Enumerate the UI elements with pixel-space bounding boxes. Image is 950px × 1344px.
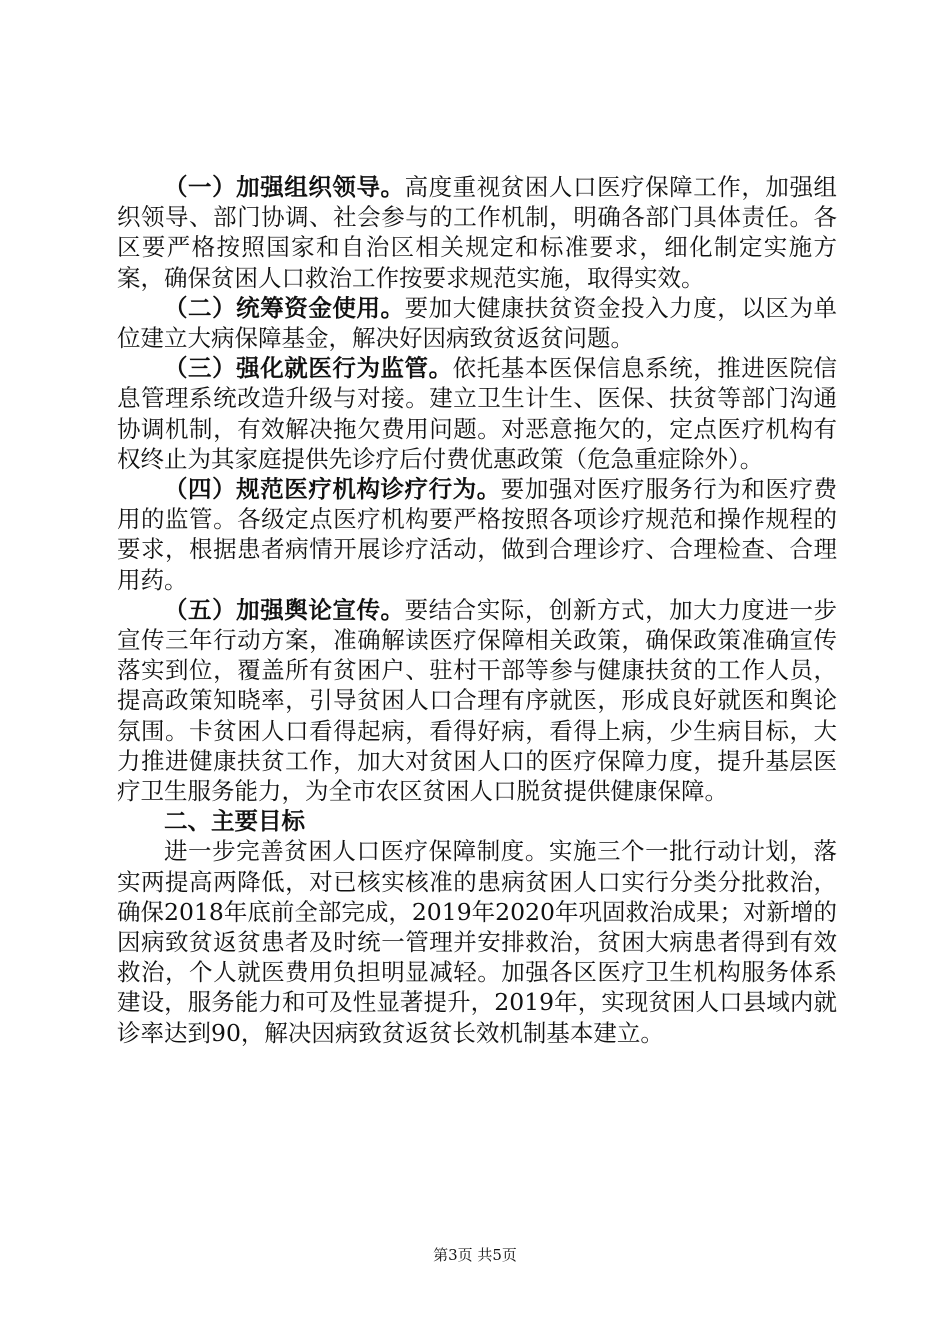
goal-paragraph: 进一步完善贫困人口医疗保障制度。实施三个一批行动计划，落实两提高两降低，对已核实核准的患病贫困人口实行分类分批救治，确保2018年底前全部完成，2019年2020年巩固救治成果；对新增的因病致贫返贫患者及时统一管理并安排救治，贫困大病患者得到有效救治，个人就医费用负担明显减轻。加强各区医疗卫生机构服务体系建设，服务能力和可及性显著提升，2019年，实现贫困人口县域内就诊率达到90，解决因病致贫返贫长效机制基本建立。: [117, 837, 837, 1047]
section-body-2: 要加大健康扶贫资金投入力度，以区为单位建立大病保障基金，解决好因病致贫返贫问题。: [117, 293, 838, 353]
section-paragraph-5: [117, 595, 837, 806]
section-paragraph-1: [117, 172, 837, 293]
section-lead-3: （三）强化就医行为监管。: [164, 354, 453, 383]
section-lead-4: （四）规范医疗机构诊疗行为。: [164, 475, 501, 504]
section-paragraph-3: [117, 353, 837, 474]
section-paragraph-4: [117, 474, 837, 595]
document-body: [117, 172, 837, 1048]
section-lead-2: （二）统筹资金使用。: [164, 293, 405, 322]
section-body-1: 高度重视贫困人口医疗保障工作，加强组织领导、部门协调、社会参与的工作机制，明确各部门具体责任。各区要严格按照国家和自治区相关规定和标准要求，细化制定实施方案，确保贫困人口救治工作按要求规范实施，取得实效。: [117, 173, 838, 292]
section-body-5: 要结合实际，创新方式，加大力度进一步宣传三年行动方案，准确解读医疗保障相关政策，确保政策准确宣传落实到位，覆盖所有贫困户、驻村干部等参与健康扶贫的工作人员，提高政策知晓率，引导贫困人口合理有序就医，形成良好就医和舆论氛围。卡贫困人口看得起病，看得好病，看得上病，少生病目标，大力推进健康扶贫工作，加大对贫困人口的医疗保障力度，提升基层医疗卫生服务能力，为全市农区贫困人口脱贫提供健康保障。: [117, 595, 838, 806]
section-body-3: 依托基本医保信息系统，推进医院信息管理系统改造升级与对接。建立卫生计生、医保、扶贫等部门沟通协调机制，有效解决拖欠费用问题。对恶意拖欠的，定点医疗机构有权终止为其家庭提供先诊疗后付费优惠政策（危急重症除外）。: [117, 354, 838, 473]
section-lead-5: （五）加强舆论宣传。: [164, 595, 405, 624]
section-lead-1: （一）加强组织领导。: [164, 173, 405, 201]
page-number-footer: 第3页 共5页: [433, 1246, 517, 1264]
section-paragraph-2: [117, 293, 837, 353]
section-body-4: 要加强对医疗服务行为和医疗费用的监管。各级定点医疗机构要严格按照各项诊疗规范和操作规程的要求，根据患者病情开展诊疗活动，做到合理诊疗、合理检查、合理用药。: [117, 475, 838, 594]
section-heading-main-goals: 二、主要目标: [164, 807, 305, 836]
